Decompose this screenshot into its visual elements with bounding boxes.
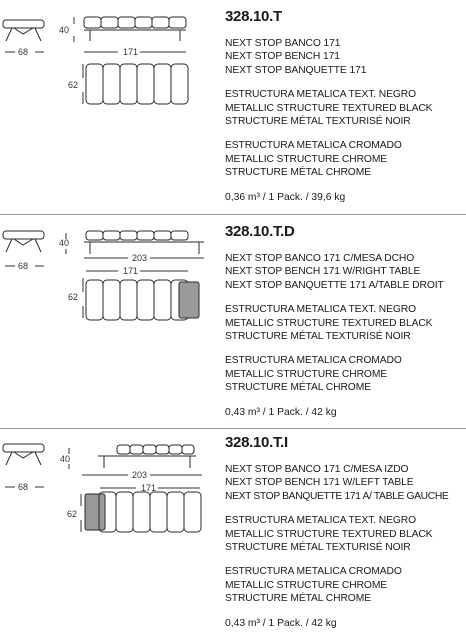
finish-black-en: METALLIC STRUCTURE TEXTURED BLACK [225,528,433,540]
side-view [3,20,44,41]
finish-black-es: ESTRUCTURA METALICA TEXT. NEGRO [225,89,417,101]
side-table [85,494,105,530]
side-view [3,231,44,252]
front-view [84,231,204,254]
name-en: NEXT STOP BENCH 171 [225,51,340,63]
dim-height: 40 [59,25,70,35]
name-fr: NEXT STOP BANQUETTE 171 [225,64,367,76]
dim-seat-depth: 62 [67,509,78,519]
finish-black-fr: STRUCTURE MÉTAL TEXTURISÉ NOIR [225,331,411,343]
front-view [98,445,196,468]
name-es: NEXT STOP BANCO 171 C/MESA IZDO [225,464,409,475]
pack-info: 0,43 m³ / 1 Pack. / 42 kg [225,617,337,629]
finish-black-en: METALLIC STRUCTURE TEXTURED BLACK [225,102,433,114]
finish-chrome [225,565,465,605]
finish-black-fr: STRUCTURE MÉTAL TEXTURISÉ NOIR [225,116,411,128]
finish-chrome-es: ESTRUCTURA METALICA CROMADO [225,140,402,152]
dim-seat-depth: 62 [68,292,79,302]
product-names [225,463,465,503]
finish-black [225,514,465,554]
finish-chrome-fr: STRUCTURE MÉTAL CHROME [225,382,371,394]
finish-chrome-fr: STRUCTURE MÉTAL CHROME [225,167,371,179]
dim-depth: 68 [18,482,29,492]
finish-black-es: ESTRUCTURA METALICA TEXT. NEGRO [225,515,417,527]
finish-black [225,88,465,128]
plan-view [85,492,201,532]
name-fr: NEXT STOP BANQUETTE 171 A/TABLE DROIT [225,279,444,291]
dim-seat-depth: 62 [68,80,79,90]
finish-black-es: ESTRUCTURA METALICA TEXT. NEGRO [225,304,417,316]
plan-view [86,64,188,104]
dim-width: 171 [141,483,157,493]
finish-black-en: METALLIC STRUCTURE TEXTURED BLACK [225,317,433,329]
finish-chrome [225,354,465,394]
product-names [225,37,465,77]
finish-chrome-es: ESTRUCTURA METALICA CROMADO [225,566,402,578]
dim-depth: 68 [18,261,29,271]
dim-width: 171 [123,266,139,276]
pack-info: 0,43 m³ / 1 Pack. / 42 kg [225,406,337,418]
front-view [84,17,186,41]
dim-overall: 203 [132,470,148,480]
bench-drawing-1 [0,0,215,215]
product-code: 328.10.T [225,8,282,25]
name-fr: NEXT STOP BANQUETTE 171 A/ TABLE GAUCHE [225,490,449,502]
finish-black-fr: STRUCTURE MÉTAL TEXTURISÉ NOIR [225,542,411,554]
name-es: NEXT STOP BANCO 171 C/MESA DCHO [225,253,415,264]
plan-view [86,280,199,320]
finish-chrome [225,139,465,179]
product-code: 328.10.T.D [225,223,295,240]
side-table [179,282,199,318]
finish-chrome-en: METALLIC STRUCTURE CHROME [225,153,388,165]
finish-chrome-es: ESTRUCTURA METALICA CROMADO [225,355,402,367]
finish-chrome-en: METALLIC STRUCTURE CHROME [225,579,388,591]
finish-black [225,303,465,343]
dim-overall: 203 [132,253,148,263]
bench-drawing-3 [0,428,215,643]
product-names [225,252,465,292]
name-en: NEXT STOP BENCH 171 W/LEFT TABLE [225,477,414,489]
finish-chrome-fr: STRUCTURE MÉTAL CHROME [225,593,371,605]
bench-drawing-2 [0,214,215,429]
dim-depth: 68 [18,47,29,57]
side-view [3,444,44,465]
dim-height: 40 [59,238,70,248]
name-en: NEXT STOP BENCH 171 W/RIGHT TABLE [225,266,421,278]
pack-info: 0,36 m³ / 1 Pack. / 39,6 kg [225,191,346,203]
dim-width: 171 [123,47,139,57]
product-code: 328.10.T.I [225,434,288,451]
name-es: NEXT STOP BANCO 171 [225,38,341,49]
dim-height: 40 [60,454,71,464]
finish-chrome-en: METALLIC STRUCTURE CHROME [225,368,388,380]
